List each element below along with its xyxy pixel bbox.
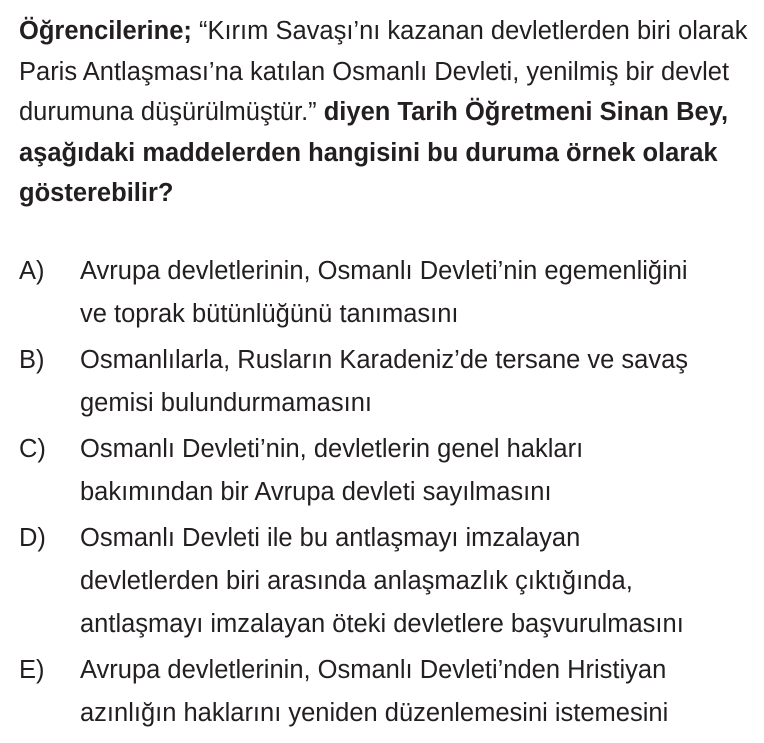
option-c-text: Osmanlı Devleti’nin, devletlerin genel hakları bakımından bir Avrupa devleti sayılmasını — [80, 434, 584, 506]
option-b-letter: B) — [19, 345, 45, 374]
option-d-letter: D) — [19, 523, 46, 552]
option-a-letter: A) — [19, 256, 45, 285]
answer-options — [19, 250, 750, 735]
option-d-text: Osmanlı Devleti ile bu antlaşmayı imzalayan devletlerden biri arasında anlaşmazlık çıktığında, antlaşmayı imzalayan öteki devletlere başvurulmasını — [80, 523, 684, 638]
question-stem — [19, 11, 750, 214]
option-d[interactable] — [19, 517, 750, 646]
option-c-letter: C) — [19, 434, 46, 463]
option-e-text: Avrupa devletlerinin, Osmanlı Devleti’nden Hristiyan azınlığın haklarını yeniden düzenlemesini istemesini — [80, 655, 669, 727]
option-e[interactable] — [19, 649, 750, 735]
question-prompt: diyen Tarih Öğretmeni Sinan Bey, aşağıdaki maddelerden hangisini bu duruma örnek olarak gösterebilir? — [19, 98, 729, 207]
question-lead: Öğrencilerine; — [19, 17, 192, 45]
option-b[interactable] — [19, 339, 750, 425]
option-e-letter: E) — [19, 655, 45, 684]
option-a-text: Avrupa devletlerinin, Osmanlı Devleti’nin egemenliğini ve toprak bütünlüğünü tanımasını — [80, 256, 688, 328]
option-b-text: Osmanlılarla, Rusların Karadeniz’de tersane ve savaş gemisi bulundurmamasını — [80, 345, 689, 417]
option-c[interactable] — [19, 428, 750, 514]
option-a[interactable] — [19, 250, 750, 336]
question-quote: “Kırım Savaşı’nı kazanan devletlerden biri olarak Paris Antlaşması’na katılan Osmanlı Devleti, yenilmiş bir devlet durumuna düşürülmüştür.” — [19, 17, 748, 126]
